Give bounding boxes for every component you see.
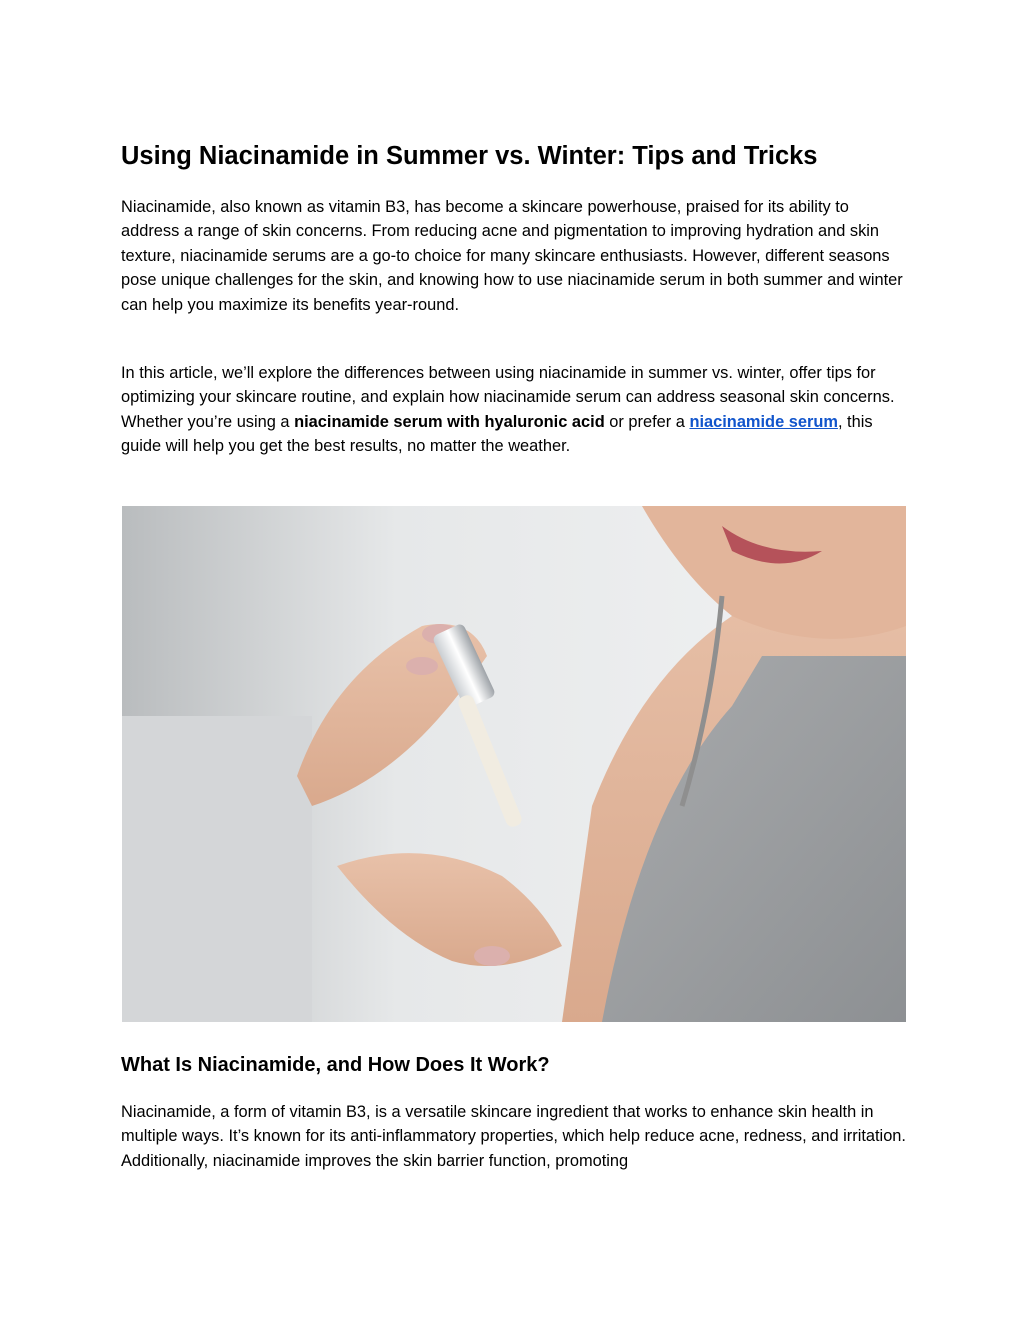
article-text-part2: or prefer a	[604, 412, 690, 431]
page-title: Using Niacinamide in Summer vs. Winter: Tips and Tricks	[121, 142, 818, 170]
woman-serum-dropper-photo	[122, 506, 906, 1022]
bold-phrase: niacinamide serum with hyaluronic acid	[294, 412, 605, 431]
niacinamide-serum-link[interactable]: niacinamide serum	[689, 412, 838, 431]
section-paragraph: Niacinamide, a form of vitamin B3, is a versatile skincare ingredient that works to enhance skin health in multiple ways. It’s known for its anti-inflammatory properties, which help reduce acne, redness, and irritation. Additionally, niacinamide improves the skin barrier function, promoting	[121, 1103, 906, 1170]
article-text-part1: In this article, we’ll explore the differences between using niacinamide in summer vs. winter, offer tips for optimizing your skincare routine, and explain how niacinamide serum can address seasonal skin concerns. Whether you’re using a	[121, 364, 895, 431]
article-text-part3: , this guide will help you get the best results, no matter the weather.	[121, 412, 873, 456]
intro-paragraph: Niacinamide, also known as vitamin B3, has become a skincare powerhouse, praised for its ability to address a range of skin concerns. From reducing acne and pigmentation to improving hydration and skin texture, niacinamide serums are a go-to choice for many skincare enthusiasts. However, different seasons pose unique challenges for the skin, and knowing how to use niacinamide serum in both summer and winter can help you maximize its benefits year-round.	[121, 198, 903, 314]
section-heading: What Is Niacinamide, and How Does It Work?	[121, 1054, 550, 1076]
article-paragraph	[121, 361, 911, 459]
